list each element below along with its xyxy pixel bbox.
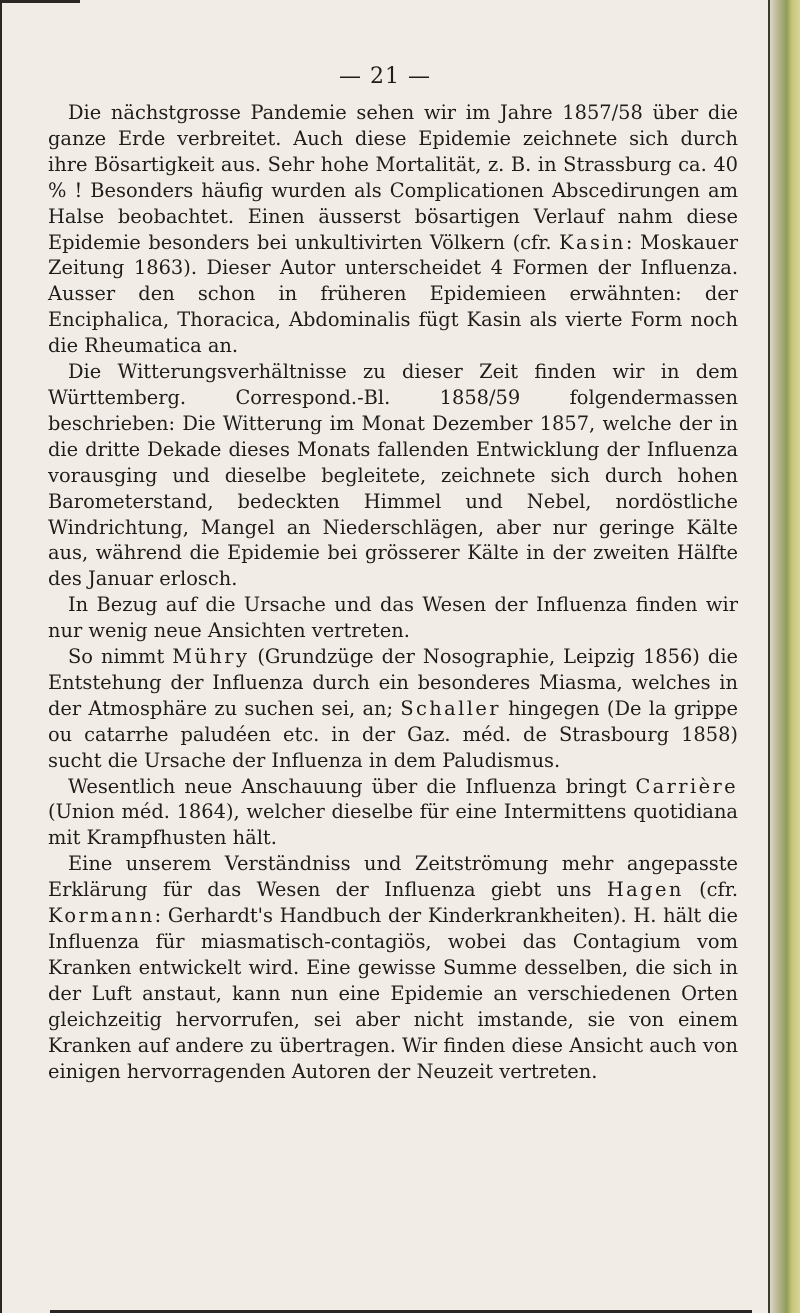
- text-segment: hingegen (De la grippe ou catarrhe paludéen etc. in der Gaz. méd. de Strasbourg 1858) sucht die Ursache der Influenza in dem Paludismus.: [48, 696, 738, 772]
- left-border-line: [0, 0, 2, 1313]
- text-segment: In Bezug auf die Ursache und das Wesen der Influenza finden wir nur wenig neue Ansichten vertreten.: [48, 593, 738, 643]
- text-segment: Wesentlich neue Anschauung über die Influenza bringt: [68, 774, 636, 798]
- text-segment: (Grundzüge der Nosographie, Leipzig 1856) die Entstehung der Influenza durch ein besonderes Miasma, welches in der Atmosphäre zu suchen sei, an;: [48, 645, 738, 720]
- page-number: — 21 —: [339, 64, 431, 89]
- text-segment: (cfr.: [683, 878, 738, 902]
- author-name: Kasin: [559, 230, 626, 254]
- top-border-line: [0, 0, 80, 3]
- author-name: Schaller: [400, 696, 501, 720]
- text-segment: : Moskauer Zeitung 1863). Dieser Autor unterscheidet 4 Formen der Influenza. Ausser den schon in früheren Epidemieen erwähnten: der Enciphalica, Thoracica, Abdominalis fügt Kasin als vierte Form noch die Rheumatica an.: [48, 230, 738, 358]
- author-name: Kormann: [48, 904, 155, 928]
- text-segment: So nimmt: [68, 645, 173, 669]
- text-segment: (Union méd. 1864), welcher dieselbe für eine Intermittens quotidiana mit Krampfhusten hält.: [48, 800, 738, 850]
- paragraph: [48, 359, 738, 592]
- paragraph: [48, 592, 738, 644]
- author-name: Mühry: [172, 645, 250, 669]
- paragraph: [48, 774, 738, 852]
- book-edge-strip: [770, 0, 800, 1313]
- text-segment: : Gerhardt's Handbuch der Kinderkrankheiten). H. hält die Influenza für miasmatisch-contagiös, wobei das Contagium vom Kranken entwickelt wird. Eine gewisse Summe desselben, die sich in der Luft anstaut, kann nun eine Epidemie an verschiedenen Orten gleichzeitig hervorrufen, sei aber nicht imstande, sie von einem Kranken auf andere zu übertragen. Wir finden diese Ansicht auch von einigen hervorragenden Autoren der Neuzeit vertreten.: [48, 904, 738, 1083]
- paragraph: [48, 100, 738, 359]
- paragraph: [48, 644, 738, 774]
- text-segment: Die Witterungsverhältnisse zu dieser Zeit finden wir in dem Württemberg. Correspond.-Bl. 1858/59 folgendermassen beschrieben: Die Witterung im Monat Dezember 1857, welche der in die dritte Dekade dieses Monats fallenden Entwicklung der Influenza vorausging und dieselbe begleitete, zeichnete sich durch hohen Barometerstand, bedeckten Himmel und Nebel, nordöstliche Windrichtung, Mangel an Niederschlägen, aber nur geringe Kälte aus, während die Epidemie bei grösserer Kälte in der zweiten Hälfte des Januar erlosch.: [48, 360, 738, 591]
- paragraph: [48, 851, 738, 1084]
- author-name: Carrière: [635, 774, 738, 798]
- text-segment: Die nächstgrosse Pandemie sehen wir im Jahre 1857/58 über die ganze Erde verbreitet. Auch diese Epidemie zeichnete sich durch ihre Bösartigkeit aus. Sehr hohe Mortalität, z. B. in Strassburg ca. 40 % ! Besonders häufig wurden als Complicationen Abscedirungen am Halse beobachtet. Einen äusserst bösartigen Verlauf nahm diese Epidemie besonders bei unkultivirten Völkern (cfr.: [48, 101, 738, 254]
- body-text: [48, 100, 738, 1084]
- author-name: Hagen: [606, 878, 684, 902]
- text-segment: Eine unserem Verständniss und Zeitströmung mehr angepasste Erklärung für das Wesen der Influenza giebt uns: [48, 852, 738, 902]
